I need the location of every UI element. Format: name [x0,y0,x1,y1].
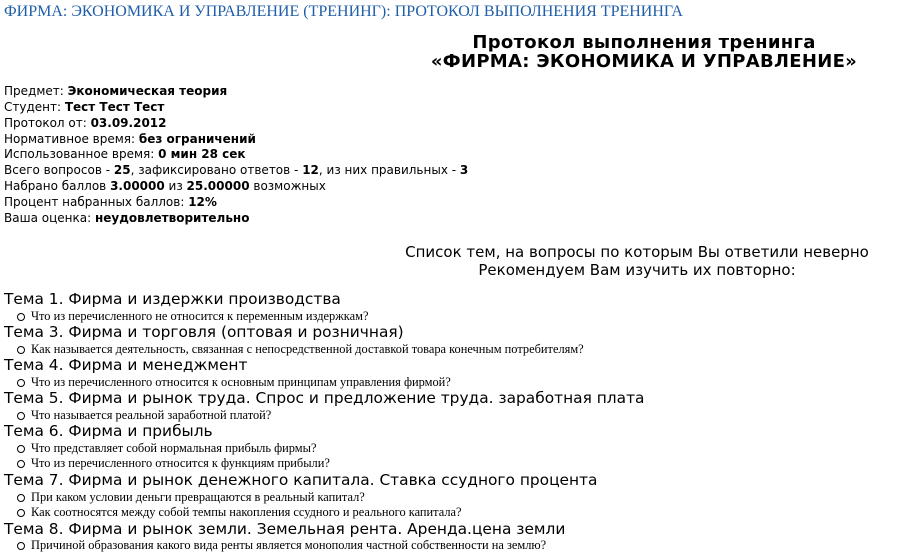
circle-bullet-icon [17,412,25,420]
topic-title: Тема 6. Фирма и прибыль [4,422,213,441]
subject-label: Предмет: [4,84,68,98]
question-text: Как соотносятся между собой темпы накопления ссудного и реального капитала? [31,505,462,520]
topic-title: Тема 4. Фирма и менеджмент [4,356,248,375]
questions-summary-row [4,163,468,179]
page-header: ФИРМА: ЭКОНОМИКА И УПРАВЛЕНИЕ (ТРЕНИНГ): ПРОТОКОЛ ВЫПОЛНЕНИЯ ТРЕНИНГА [4,3,683,20]
question-item [4,505,644,521]
question-item [4,538,644,554]
question-text: Что называется реальной заработной платой? [31,407,272,422]
question-item [4,441,644,457]
score-label: Набрано баллов [4,179,111,194]
total-questions-label: Всего вопросов - [4,163,114,178]
circle-bullet-icon [17,542,25,550]
subject-value: Экономическая теория [67,84,228,98]
question-item [4,309,644,325]
score-max-value: 25.00000 [186,179,250,194]
topic-title: Тема 1. Фирма и издержки производства [4,290,341,308]
question-item [4,490,644,506]
grade-value: неудовлетворительно [94,210,250,225]
used-time-value: 0 мин 28 сек [158,147,246,162]
circle-bullet-icon [17,379,25,387]
question-item [4,375,644,391]
percent-row [4,195,468,211]
topic-item [4,324,644,357]
total-questions-value: 25 [113,163,131,178]
recommendation-line2: Рекомендуем Вам изучить их повторно: [478,260,796,279]
score-row [4,179,468,195]
protocol-title-line1: Протокол выполнения тренинга [472,32,816,53]
question-text: Что из перечисленного относится к основным принципам управления фирмой? [31,374,451,389]
question-item [4,408,644,424]
grade-label: Ваша оценка: [4,210,95,225]
circle-bullet-icon [17,494,25,502]
question-text: Что из перечисленного не относится к переменным издержкам? [31,308,369,323]
topic-title: Тема 3. Фирма и торговля (оптовая и розничная) [4,323,404,342]
circle-bullet-icon [17,313,25,321]
used-time-row [4,147,468,163]
protocol-date-label: Протокол от: [4,115,91,130]
normative-time-value: без ограничений [138,131,256,146]
normative-time-label: Нормативное время: [4,131,139,146]
protocol-date-value: 03.09.2012 [90,115,167,130]
answered-label: , зафиксировано ответов - [130,163,303,178]
topic-title: Тема 8. Фирма и рынок земли. Земельная рента. Аренда.цена земли [4,519,566,538]
normative-time-row [4,132,468,148]
student-value: Тест Тест Тест [64,99,165,114]
topic-item [4,357,644,390]
protocol-title-line2: «ФИРМА: ЭКОНОМИКА И УПРАВЛЕНИЕ» [430,51,858,72]
score-possible-label: возможных [249,179,326,194]
student-row [4,100,468,116]
score-of-label: из [164,179,187,194]
question-text: Как называется деятельность, связанная с непосредственной доставкой товара конечным потребителям? [31,341,584,356]
circle-bullet-icon [17,509,25,517]
question-text: При каком условии деньги превращаются в реальный капитал? [31,489,365,504]
percent-label: Процент набранных баллов: [4,194,189,209]
topic-title: Тема 5. Фирма и рынок труда. Спрос и предложение труда. заработная плата [4,389,645,408]
grade-row [4,211,468,227]
recommendation-line1: Список тем, на вопросы по которым Вы ответили неверно [405,243,869,261]
topic-item [4,521,644,554]
topic-title: Тема 7. Фирма и рынок денежного капитала. Ставка ссудного процента [4,470,598,489]
correct-value: 3 [459,163,469,178]
question-text: Причиной образования какого вида ренты является монополия частной собственности на землю? [31,538,547,553]
used-time-label: Использованное время: [4,147,159,162]
question-text: Что представляет собой нормальная прибыль фирмы? [31,440,317,455]
protocol-info [4,84,468,227]
protocol-title [420,33,868,71]
score-value: 3.00000 [110,179,165,194]
circle-bullet-icon [17,445,25,453]
circle-bullet-icon [17,346,25,354]
correct-label: , из них правильных - [318,163,460,178]
topic-item [4,291,644,324]
recommendation-heading [367,244,907,279]
question-item [4,342,644,358]
question-item [4,456,644,472]
topics-list [4,291,644,554]
percent-value: 12% [188,194,217,209]
subject-row [4,84,468,100]
protocol-date-row [4,116,468,132]
topic-item [4,423,644,472]
question-text: Что из перечисленного относится к функциям прибыли? [31,456,330,471]
student-label: Студент: [4,99,65,114]
answered-value: 12 [302,163,319,178]
topic-item [4,390,644,423]
circle-bullet-icon [17,460,25,468]
topic-item [4,472,644,521]
